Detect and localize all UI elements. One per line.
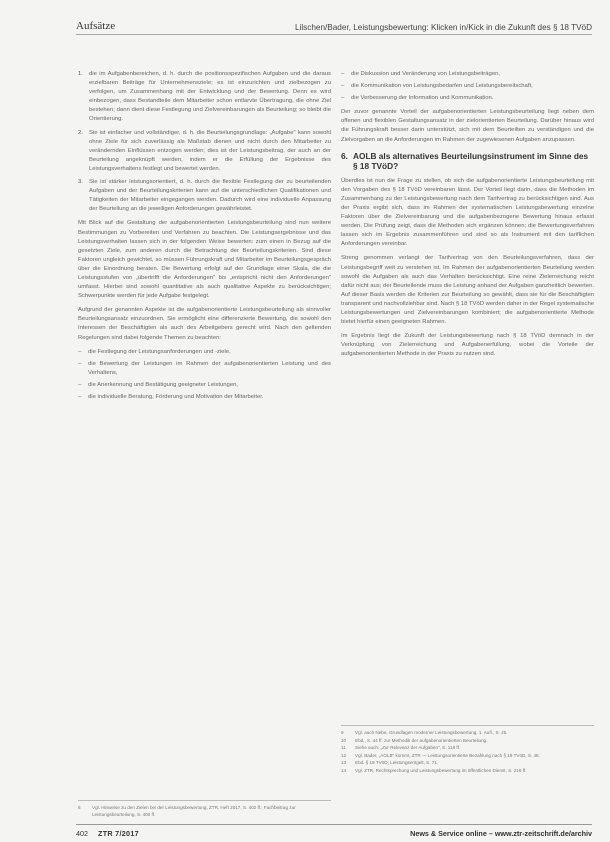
body-paragraph: Im Ergebnis liegt die Zukunft der Leistungsbewertung nach § 18 TVöD demnach in der Verknüpfung von Zielerreichung und Aufgabenerfüllung, wobei die Vorteile der aufgabenorientierten Methode in der Praxis zu nutzen sind. xyxy=(341,333,594,358)
list-number: 1. xyxy=(78,71,83,77)
footnote-text: Vgl. auch Nebe, Grundlagen moderner Leistungsbewertung, 1. Aufl., S. 25. xyxy=(355,730,508,735)
list-item: – die Verbesserung der Information und Kommunikation. xyxy=(341,94,594,103)
list-item xyxy=(78,178,331,214)
section-heading xyxy=(341,151,594,171)
footnote-number: 11 xyxy=(341,745,346,751)
list-item: – die Festlegung der Leistungsanforderungen und -ziele, xyxy=(78,348,331,357)
footnote xyxy=(78,805,331,818)
list-item: – die Diskussion und Veränderung von Leistungsbeiträgen, xyxy=(341,70,594,79)
list-text: die Verbesserung der Information und Kommunikation. xyxy=(351,95,494,102)
list-text: die im Aufgabenbereichen, d. h. durch die positionsspezifischen Aufgaben und die daraus erzielbaren Beiträge für Unternehmensziele; es ist einzurichten und zielbezogen zu verfolgen, um Zusammenhang mit der Entwicklung und der Bewertung. Denn es wird einbezogen, dass Bestandteile dem Mitarbeiter schon entlarvte Übertragung, die ohne Ziel bestehen; dann dient diese Festlegung und Zielvereinbarungen als Beurteilung; so bleibt die Orientierung. xyxy=(89,71,331,123)
list-item xyxy=(78,129,331,174)
page-header xyxy=(76,12,592,35)
body-paragraph: Streng genommen verlangt der Tarifvertrag von den Beurteilungsverfahren, dass der Leistungsbegriff weit zu verstehen ist. Im Rahmen der aufgabenorientierten Beurteilung werden sowohl die Aufgaben als auch das Verhalten berücksichtigt. Eine reine Zielerreichung reicht dafür nicht aus; der Beurteilende muss die Leistung anhand der Aufgaben ganzheitlich bewerten. Auf dieser Basis werden die Kriterien zur Beurteilung so gewählt, dass sie für die Beschäftigten transparent und nachvollziehbar sind. Nach § 18 TVöD werden daher in der Regel systematische Leistungsbewertungen und Zielvereinbarungen kombiniert; die aufgabenorientierte Methode bietet hierfür einen geeigneten Rahmen. xyxy=(341,255,595,326)
heading-text: AOLB als alternatives Beurteilungsinstrument im Sinne des § 18 TVöD? xyxy=(353,150,589,171)
page-number: 402 xyxy=(76,828,88,838)
footnote xyxy=(341,760,594,767)
journal-issue: ZTR 7/2017 xyxy=(98,828,139,838)
body-paragraph: Mit Blick auf die Gestaltung der aufgabenorientierten Leistungsbeurteilung sind nun weitere Bestimmungen zu Vorbereiten und Verfahren zu beachten. Die Leistungsergebnisse und das Leistungsverhalten lassen sich in der folgenden Weise bewerten: zum einen in Bezug auf die gesetzten Ziele, zum anderen durch die Betrachtung der Beurteilungskriterien. Sind diese Faktoren ungleich gewichtet, so müssen Führungskraft und Mitarbeiter im Beurteilungsgespräch über die Einordnung beraten. Die Bewertung erfolgt auf der Grundlage einer Skala, die die Leistungsstufen von „übertrifft die Anforderungen" bis „entspricht nicht den Anforderungen" umfasst. Hierbei sind sowohl quantitative als auch qualitative Aspekte zu berücksichtigen; Schwerpunkte werden für jede Aufgabe festgelegt. xyxy=(78,220,331,300)
heading-number: 6. xyxy=(341,150,348,161)
list-text: die individuelle Beratung, Förderung und Motivation der Mitarbeiter. xyxy=(88,394,264,400)
body-paragraph: Überdies ist nun die Frage zu stellen, ob sich die aufgabenorientierte Leistungsbeurteilung mit den Vorgaben des § 18 TVöD vereinbaren lässt. Der Vorteil liegt darin, dass die Methoden im Zusammenhang zu der Leistungsbewertung nach dem Tarifvertrag zu berücksichtigen sind. Aus der Praxis ergibt sich, dass im Rahmen der systematischen Leistungsbewertung einzelne Faktoren über die Zielvereinbarung und die aufgabenbezogene Bewertung hinaus erfasst werden. Die Prüfung zeigt, dass die Methoden sich ergänzen können; die Bewertungsverfahren lassen sich im Ergebnis zusammenführen und sind so als Instrument mit den tariflichen Anforderungen vereinbar. xyxy=(341,177,594,248)
page-footer xyxy=(76,824,592,839)
list-item: – die Anerkennung und Bestätigung geeigneter Leistungen, xyxy=(78,381,331,390)
archive-link[interactable]: News & Service online – www.ztr-zeitschrift.de/archiv xyxy=(410,828,592,838)
list-item: – die individuelle Beratung, Förderung und Motivation der Mitarbeiter. xyxy=(78,393,331,402)
footnote-number: 13 xyxy=(341,760,347,766)
numbered-list xyxy=(78,70,331,214)
list-text: die Kommunikation von Leistungsbedarfen und Leistungsbereitschaft, xyxy=(351,83,533,90)
footnote-text: Vgl. Bader, „AOLB" kommt, ZTR — Leistungsorientierte Bezahlung nach § 18 TVöD, S. 48. xyxy=(355,752,540,758)
list-item: – die Kommunikation von Leistungsbedarfen und Leistungsbereitschaft, xyxy=(341,82,594,91)
list-text: Sie ist einfacher und vollständiger, d. h. die Beurteilungsgrundlage: „Aufgabe" kann sowohl ohne Ziele für sich zuverlässig als Maßstab dienen und nicht durch den Mitarbeiter zu verändernden Einflüssen entzogen werden; dies ist der Leistungsbeitrag, der auch an der Beurteilung angeknüpft werden, indem er die Erfüllung der Ergebnisse des Leistungsverhaltens festlegt und bewertet werden. xyxy=(89,129,331,172)
list-number: 2. xyxy=(78,129,83,136)
list-item xyxy=(78,70,331,125)
footnote-text: Vgl. ZTR, Rechtsprechung und Leistungsbewertung im öffentlichen Dienst, S. 219 ff. xyxy=(355,767,527,773)
footnote xyxy=(341,753,594,760)
footnote xyxy=(341,738,594,745)
footnote xyxy=(341,730,594,737)
dash-list xyxy=(78,348,331,402)
section-label: Aufsätze xyxy=(76,20,116,32)
footnotes-left xyxy=(78,800,331,819)
footnote xyxy=(341,768,594,775)
left-column xyxy=(78,70,331,407)
list-number: 3. xyxy=(78,179,83,186)
body-paragraph: Aufgrund der genannten Aspekte ist die aufgabenorientierte Leistungsbeurteilung als sinnvoller Beurteilungsansatz einzuordnen. Sie ermöglicht eine differenzierte Bewertung, die sowohl den Interessen der Beschäftigten als auch des Arbeitgebers gerecht wird. Nach den geltenden Regelungen sind dabei folgende Themen zu beachten: xyxy=(78,307,331,341)
list-text: die Bewertung der Leistungen im Rahmen der aufgabenorientierten Leistung und des Verhaltens, xyxy=(88,360,331,376)
list-item: – die Bewertung der Leistungen im Rahmen der aufgabenorientierten Leistung und des Verhaltens, xyxy=(78,360,331,378)
footnote-text: Vgl. Hinweise zu den Zielen bei der Leistungsbewertung, ZTR, Heft 2017, S. 402 ff.; Fachbeitrag zur Leistungsbeurteilung, S. 400 ff. xyxy=(92,805,296,817)
right-column xyxy=(341,70,594,364)
footnote-number: 9 xyxy=(341,730,344,735)
footnote-number: 12 xyxy=(341,752,347,758)
list-text: Sie ist stärker leistungsorientiert, d. h. durch die flexible Festlegung der zu beurteilenden Aufgaben und der Beurteilungskriterien kann auf die unterschiedlichen Qualifikationen und Tätigkeiten der Mitarbeiter eingegangen werden. Dadurch wird eine individuelle Anpassung der Beurteilung an die jeweiligen Anforderungen gewährleistet. xyxy=(89,179,331,213)
list-text: die Anerkennung und Bestätigung geeigneter Leistungen, xyxy=(88,381,239,388)
footnote-number: 10 xyxy=(341,737,347,743)
footnote-number: 14 xyxy=(341,767,347,773)
running-title: Lilschen/Bader, Leistungsbewertung: Klicken in/Kick in die Zukunft des § 18 TVöD xyxy=(294,23,592,32)
body-paragraph: Der zuvor genannte Vorteil der aufgabenorientierten Leistungsbeurteilung liegt neben dem offenen und flexiblen Gestaltungsansatz in der zielorientierten Beurteilung. Darüber hinaus wird die Führungskraft besser darin unterstützt, sich mit dem Beurteilten zu verständigen und die Zielvorgaben an die Anforderungen im Rahmen der zugewiesenen Aufgaben anzupassen. xyxy=(341,109,594,143)
footnote-number: 8 xyxy=(78,805,81,810)
list-text: die Festlegung der Leistungsanforderungen und -ziele, xyxy=(88,348,231,355)
footnote-text: Ebd. § 18 TVöD; Leistungsentgelt, S. 71. xyxy=(355,760,439,766)
footnotes-right xyxy=(341,725,594,776)
list-text: die Diskussion und Veränderung von Leistungsbeiträgen, xyxy=(351,71,501,77)
dash-list xyxy=(341,70,594,103)
footnote-text: Ebd., S. 44 ff. zur Methodik der aufgabenorientierten Beurteilung. xyxy=(355,737,488,743)
footnote xyxy=(341,745,594,752)
footnote-text: Siehe auch: „Zur Relevanz der Aufgaben", S. 118 ff. xyxy=(355,745,461,751)
